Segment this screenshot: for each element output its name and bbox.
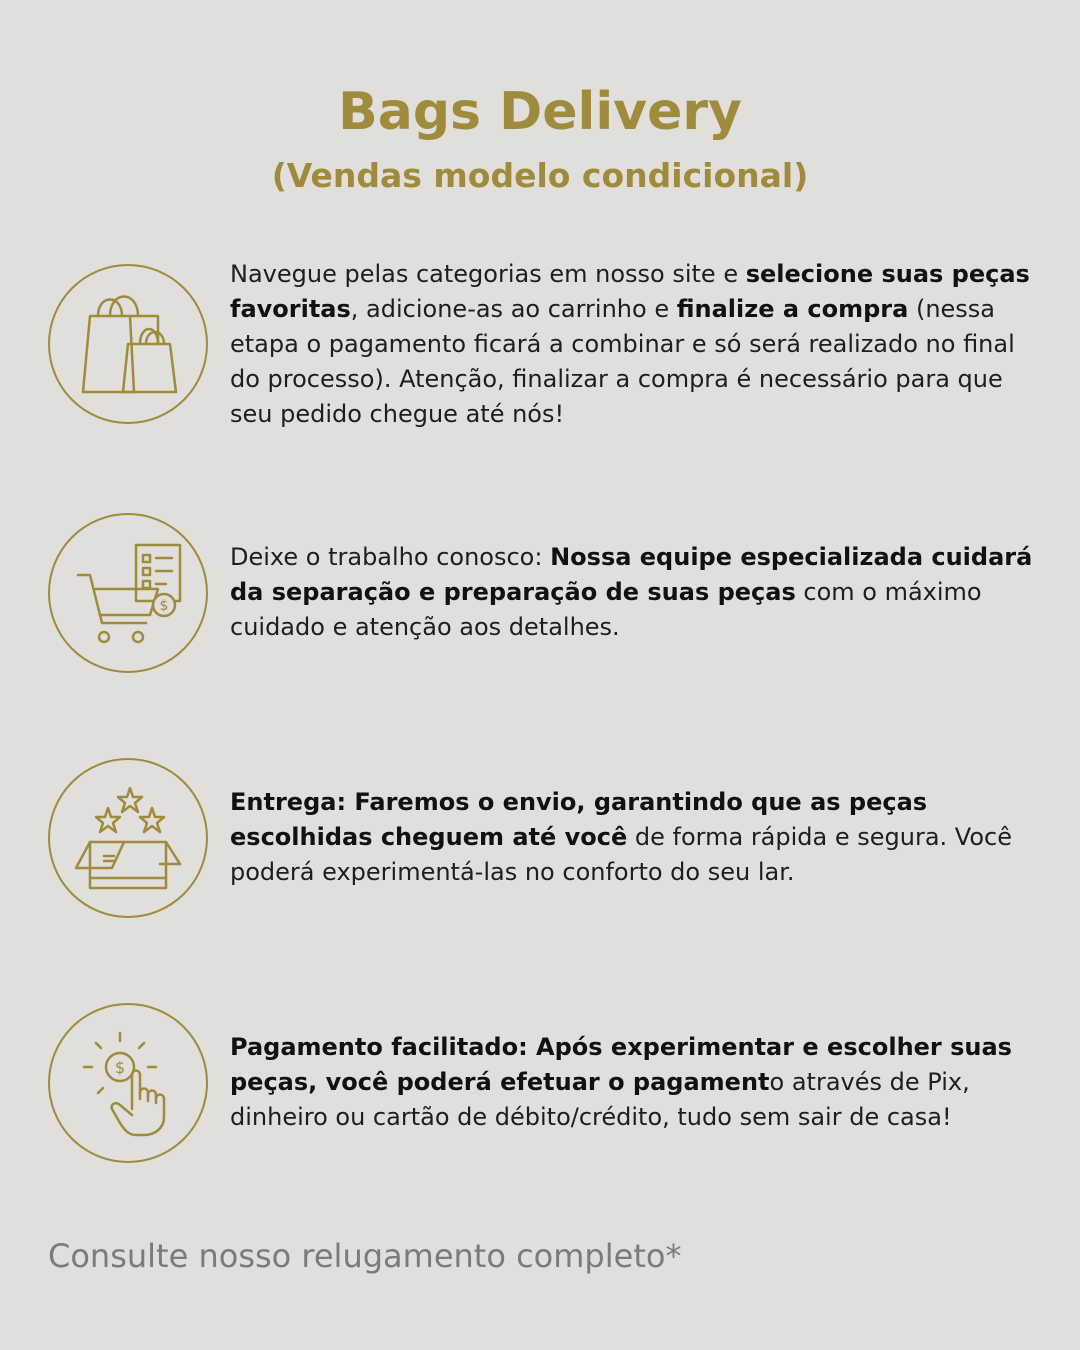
- body-text: (nessa etapa o pagamento ficará a combinar e só será realizado no final do processo). Atenção, finalizar a compra é necessário para que seu pedido chegue até nós!: [230, 295, 1015, 428]
- body-text: com o máximo cuidado e atenção aos detalhes.: [230, 578, 982, 641]
- emphasis-text: Pagamento facilitado: Após experimentar e escolher suas peças, você poderá efetuar o pagament: [230, 1033, 1012, 1096]
- svg-text:$: $: [114, 1058, 126, 1077]
- page-subtitle: (Vendas modelo condicional): [271, 156, 809, 195]
- body-text: Deixe o trabalho conosco:: [230, 543, 551, 571]
- emphasis-text: Entrega: Faremos o envio, garantindo que as peças escolhidas cheguem até você: [230, 788, 928, 851]
- body-text: o através de Pix, dinheiro ou cartão de débito/crédito, tudo sem sair de casa!: [230, 1068, 970, 1131]
- page-title: Bags Delivery: [338, 82, 742, 142]
- shopping-bags-icon: [50, 266, 206, 422]
- cart-checklist-icon: [50, 515, 206, 671]
- step-3-icon-circle: [48, 758, 208, 918]
- step-4-icon-circle: [48, 1003, 208, 1163]
- step-1-icon-circle: [48, 264, 208, 424]
- svg-text:$: $: [159, 598, 169, 614]
- box-stars-icon: [50, 760, 206, 916]
- step-1-text: [230, 257, 1040, 432]
- emphasis-text: finalize a compra: [676, 295, 909, 323]
- emphasis-text: Nossa equipe especializada cuidará da separação e preparação de suas peças: [230, 543, 1033, 606]
- body-text: Navegue pelas categorias em nosso site e: [230, 260, 746, 288]
- footer-note[interactable]: Consulte nosso relugamento completo*: [48, 1237, 682, 1275]
- payment-hand-icon: [50, 1005, 206, 1161]
- step-4-text: [230, 1030, 1040, 1135]
- step-2-icon-circle: [48, 513, 208, 673]
- emphasis-text: selecione suas peças favoritas: [230, 260, 1030, 323]
- step-2-text: [230, 540, 1040, 645]
- body-text: , adicione-as ao carrinho e: [350, 295, 677, 323]
- step-3-text: [230, 785, 1040, 890]
- body-text: de forma rápida e segura. Você poderá experimentá-las no conforto do seu lar.: [230, 823, 1013, 886]
